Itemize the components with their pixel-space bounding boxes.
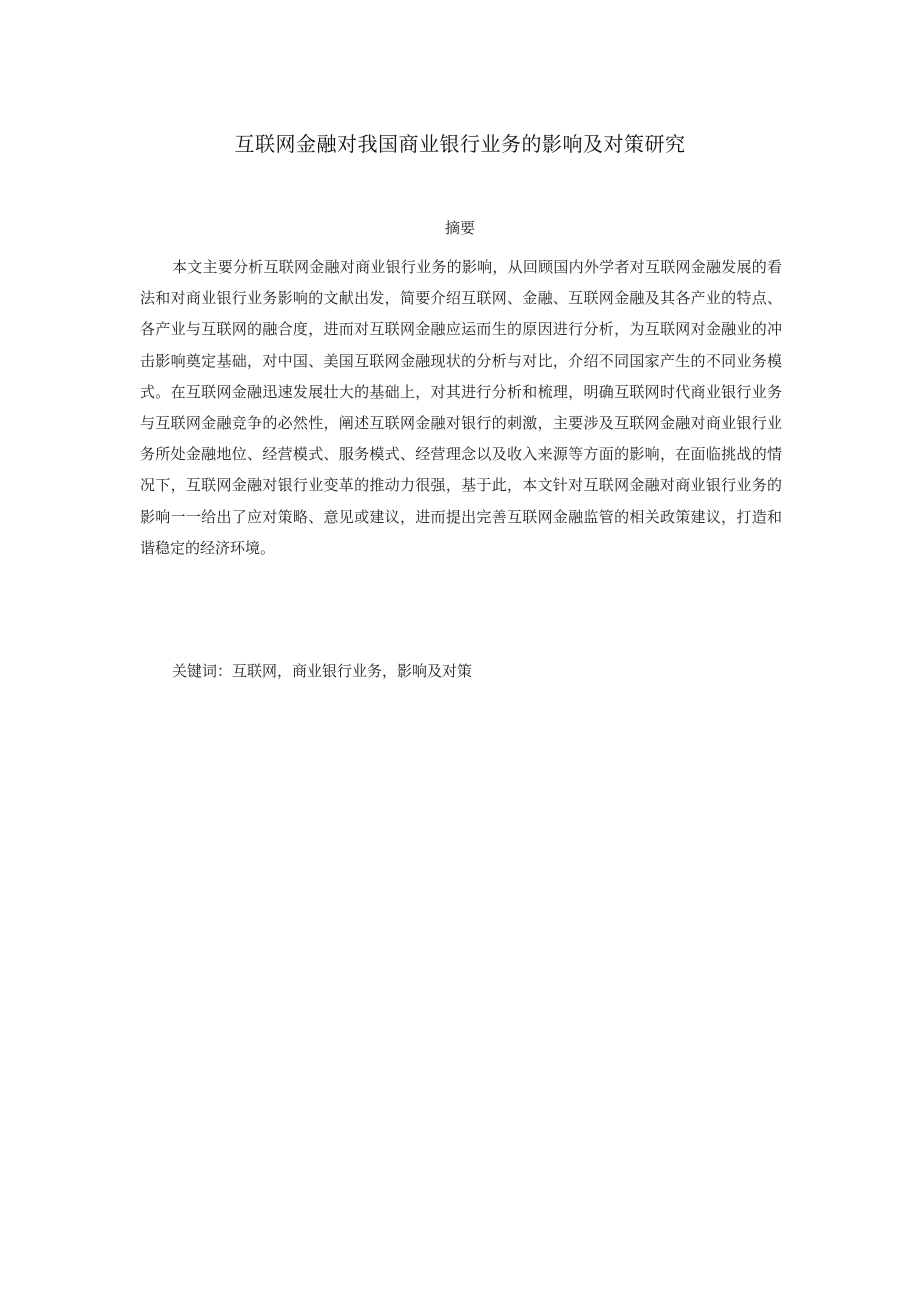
keywords-line: 关键词：互联网，商业银行业务，影响及对策	[172, 662, 473, 680]
abstract-paragraph: 本文主要分析互联网金融对商业银行业务的影响，从回顾国内外学者对互联网金融发展的看法和对商业银行业务影响的文献出发，简要介绍互联网、金融、互联网金融及其各产业的特点、各产业与互联网的融合度，进而对互联网金融应运而生的原因进行分析，为互联网对金融业的冲击影响奠定基础，对中国、美国互联网金融现状的分析与对比，介绍不同国家产生的不同业务模式。在互联网金融迅速发展壮大的基础上，对其进行分析和梳理，明确互联网时代商业银行业务与互联网金融竞争的必然性，阐述互联网金融对银行的刺激，主要涉及互联网金融对商业银行业务所处金融地位、经营模式、服务模式、经营理念以及收入来源等方面的影响，在面临挑战的情况下，互联网金融对银行业变革的推动力很强，基于此，本文针对互联网金融对商业银行业务的影响一一给出了应对策略、意见或建议，进而提出完善互联网金融监管的相关政策建议，打造和谐稳定的经济环境。	[140, 258, 782, 557]
abstract-heading: 摘要	[444, 219, 475, 237]
document-title: 互联网金融对我国商业银行业务的影响及对策研究	[234, 132, 686, 156]
